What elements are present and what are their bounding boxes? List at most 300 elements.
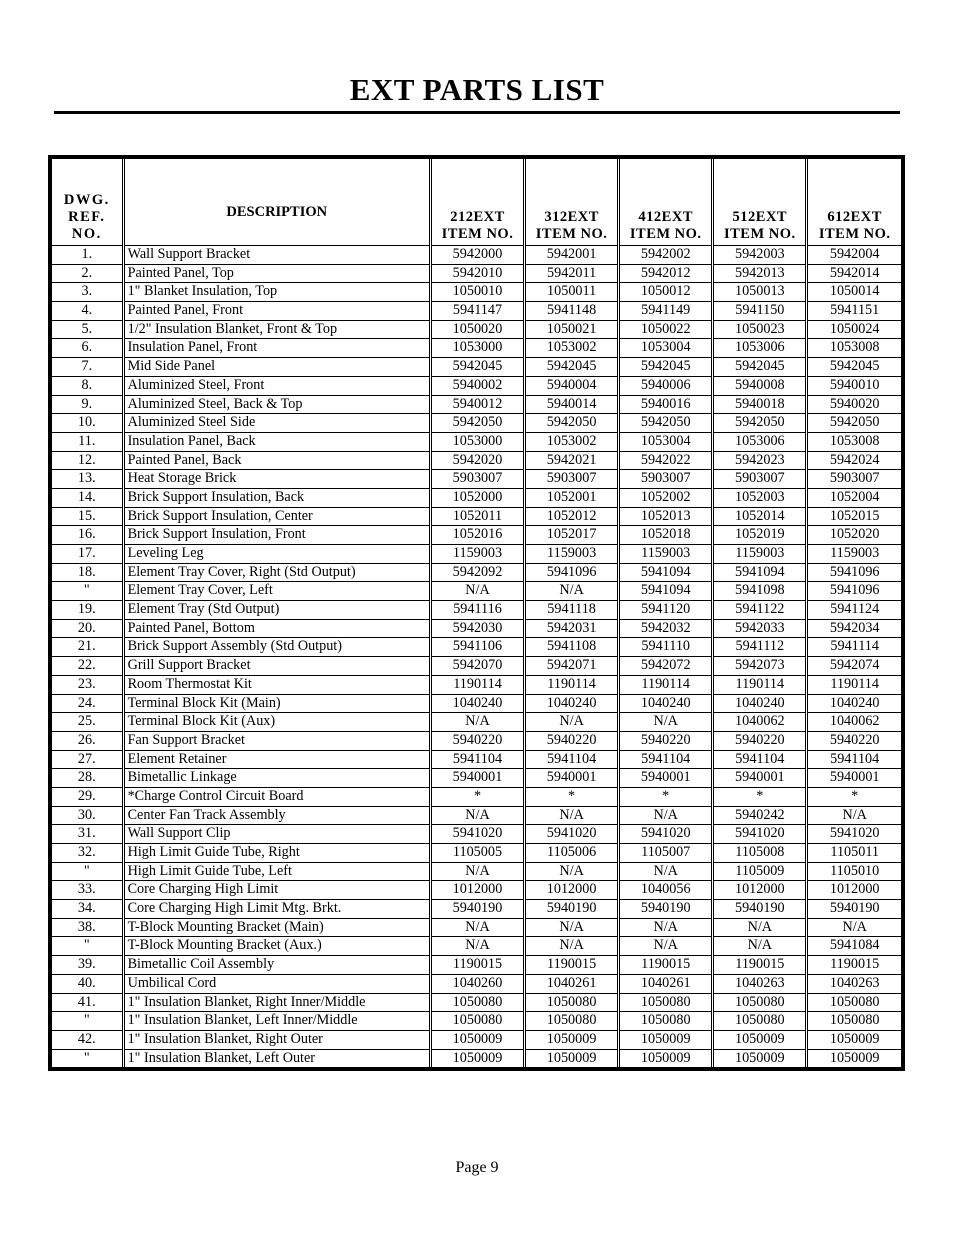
item-number-cell: 5941096 (525, 563, 619, 582)
item-number-cell: 5903007 (430, 470, 524, 489)
item-number-cell: 1040056 (619, 881, 713, 900)
item-number-cell: 5941150 (713, 302, 807, 321)
item-number-cell: 5942021 (525, 451, 619, 470)
ref-number-cell: " (52, 1012, 123, 1031)
item-number-cell: 1050080 (807, 993, 901, 1012)
ref-number-cell: 13. (52, 470, 123, 489)
header-model-label: 612EXT (827, 209, 882, 225)
description-cell: Center Fan Track Assembly (123, 806, 430, 825)
item-number-cell: 1052011 (430, 507, 524, 526)
item-number-cell: 1190015 (525, 956, 619, 975)
description-cell: Aluminized Steel Side (123, 414, 430, 433)
item-number-cell: 5941112 (713, 638, 807, 657)
item-number-cell: 5940001 (525, 769, 619, 788)
description-cell: Terminal Block Kit (Aux) (123, 713, 430, 732)
item-number-cell: 1053000 (430, 432, 524, 451)
item-number-cell: 1050010 (430, 283, 524, 302)
ref-number-cell: 20. (52, 619, 123, 638)
item-number-cell: 1040240 (619, 694, 713, 713)
description-cell: Element Retainer (123, 750, 430, 769)
item-number-cell: 5941020 (713, 825, 807, 844)
item-number-cell: 1050009 (430, 1030, 524, 1049)
item-number-cell: 1105011 (807, 844, 901, 863)
item-number-cell: * (430, 787, 524, 806)
table-row (52, 320, 901, 339)
ref-number-cell: 3. (52, 283, 123, 302)
item-number-cell: * (619, 787, 713, 806)
item-number-cell: 5941104 (430, 750, 524, 769)
header-item-no-label: ITEM NO. (535, 226, 608, 242)
item-number-cell: 5941124 (807, 601, 901, 620)
table-row (52, 918, 901, 937)
item-number-cell: 1050009 (713, 1049, 807, 1067)
page-title: EXT PARTS LIST (349, 72, 605, 107)
table-row (52, 545, 901, 564)
description-cell: Grill Support Bracket (123, 657, 430, 676)
item-number-cell: 1190015 (430, 956, 524, 975)
description-cell: Brick Support Insulation, Center (123, 507, 430, 526)
item-number-cell: 5940004 (525, 376, 619, 395)
ref-number-cell: 15. (52, 507, 123, 526)
table-row (52, 283, 901, 302)
item-number-cell: 5942034 (807, 619, 901, 638)
header-model-label: 412EXT (638, 209, 693, 225)
description-cell: Terminal Block Kit (Main) (123, 694, 430, 713)
item-number-cell: 5941104 (807, 750, 901, 769)
item-number-cell: 1050080 (430, 993, 524, 1012)
ref-number-cell: 17. (52, 545, 123, 564)
item-number-cell: N/A (430, 918, 524, 937)
item-number-cell: 5941122 (713, 601, 807, 620)
item-number-cell: 1052014 (713, 507, 807, 526)
description-cell: Bimetallic Coil Assembly (123, 956, 430, 975)
table-row (52, 582, 901, 601)
item-number-cell: 5942045 (807, 358, 901, 377)
item-number-cell: 5940190 (807, 900, 901, 919)
table-header-row (52, 159, 901, 246)
item-number-cell: 5903007 (525, 470, 619, 489)
item-number-cell: 1050080 (525, 1012, 619, 1031)
ref-number-cell: 14. (52, 488, 123, 507)
item-number-cell: N/A (430, 806, 524, 825)
item-number-cell: 1053006 (713, 432, 807, 451)
description-cell: 1" Insulation Blanket, Left Outer (123, 1049, 430, 1067)
description-cell: Core Charging High Limit (123, 881, 430, 900)
ref-number-cell: 12. (52, 451, 123, 470)
description-cell: Brick Support Assembly (Std Output) (123, 638, 430, 657)
table-row (52, 601, 901, 620)
item-number-cell: 5940190 (430, 900, 524, 919)
parts-table-container (48, 155, 905, 1071)
item-number-cell: 5942071 (525, 657, 619, 676)
header-model-412ext (619, 159, 713, 246)
item-number-cell: 1012000 (713, 881, 807, 900)
item-number-cell: N/A (525, 806, 619, 825)
item-number-cell: 5940220 (807, 731, 901, 750)
ref-number-cell: 8. (52, 376, 123, 395)
item-number-cell: 5941151 (807, 302, 901, 321)
ref-number-cell: 23. (52, 675, 123, 694)
item-number-cell: 5942000 (430, 246, 524, 265)
item-number-cell: N/A (619, 918, 713, 937)
item-number-cell: N/A (430, 862, 524, 881)
item-number-cell: 5942011 (525, 264, 619, 283)
table-row (52, 675, 901, 694)
item-number-cell: 1012000 (807, 881, 901, 900)
header-model-312ext (525, 159, 619, 246)
item-number-cell: 1040240 (525, 694, 619, 713)
ref-number-cell: " (52, 1049, 123, 1067)
description-cell: Wall Support Bracket (123, 246, 430, 265)
description-cell: Aluminized Steel, Front (123, 376, 430, 395)
item-number-cell: 1050012 (619, 283, 713, 302)
item-number-cell: 5942002 (619, 246, 713, 265)
item-number-cell: N/A (525, 862, 619, 881)
table-row (52, 974, 901, 993)
item-number-cell: 1050080 (807, 1012, 901, 1031)
ref-number-cell: " (52, 582, 123, 601)
description-cell: Brick Support Insulation, Back (123, 488, 430, 507)
item-number-cell: 1053004 (619, 339, 713, 358)
table-row (52, 432, 901, 451)
description-cell: Painted Panel, Top (123, 264, 430, 283)
description-cell: 1" Insulation Blanket, Right Inner/Middle (123, 993, 430, 1012)
header-ref-line: DWG. (63, 192, 110, 208)
item-number-cell: 5941096 (807, 582, 901, 601)
item-number-cell: 5942072 (619, 657, 713, 676)
item-number-cell: 5942033 (713, 619, 807, 638)
item-number-cell: 5942024 (807, 451, 901, 470)
ref-number-cell: 21. (52, 638, 123, 657)
table-row (52, 769, 901, 788)
item-number-cell: 5941104 (619, 750, 713, 769)
item-number-cell: 1052002 (619, 488, 713, 507)
item-number-cell: 1052003 (713, 488, 807, 507)
table-row (52, 246, 901, 265)
header-item-no-label: ITEM NO. (818, 226, 891, 242)
description-cell: 1/2" Insulation Blanket, Front & Top (123, 320, 430, 339)
item-number-cell: 5940001 (430, 769, 524, 788)
item-number-cell: 1050009 (525, 1049, 619, 1067)
item-number-cell: 5940220 (430, 731, 524, 750)
item-number-cell: 1159003 (807, 545, 901, 564)
item-number-cell: 1105009 (713, 862, 807, 881)
item-number-cell: 5942092 (430, 563, 524, 582)
item-number-cell: 5941149 (619, 302, 713, 321)
item-number-cell: N/A (619, 862, 713, 881)
item-number-cell: 5940018 (713, 395, 807, 414)
item-number-cell: N/A (807, 918, 901, 937)
item-number-cell: N/A (525, 582, 619, 601)
item-number-cell: 1040261 (525, 974, 619, 993)
item-number-cell: 1050009 (807, 1030, 901, 1049)
item-number-cell: 5942014 (807, 264, 901, 283)
description-cell: Element Tray Cover, Right (Std Output) (123, 563, 430, 582)
item-number-cell: N/A (430, 582, 524, 601)
item-number-cell: 1050024 (807, 320, 901, 339)
item-number-cell: N/A (619, 937, 713, 956)
description-cell: Bimetallic Linkage (123, 769, 430, 788)
item-number-cell: 5940014 (525, 395, 619, 414)
ref-number-cell: 39. (52, 956, 123, 975)
item-number-cell: 5940190 (619, 900, 713, 919)
item-number-cell: N/A (713, 937, 807, 956)
item-number-cell: 5942013 (713, 264, 807, 283)
item-number-cell: 1052000 (430, 488, 524, 507)
ref-number-cell: 2. (52, 264, 123, 283)
item-number-cell: 1040263 (807, 974, 901, 993)
item-number-cell: 1050009 (619, 1049, 713, 1067)
item-number-cell: 5941096 (807, 563, 901, 582)
ref-number-cell: 34. (52, 900, 123, 919)
item-number-cell: 5941110 (619, 638, 713, 657)
description-cell: Painted Panel, Back (123, 451, 430, 470)
ref-number-cell: 30. (52, 806, 123, 825)
ref-number-cell: 11. (52, 432, 123, 451)
ref-number-cell: 32. (52, 844, 123, 863)
item-number-cell: 5903007 (619, 470, 713, 489)
item-number-cell: 5941094 (619, 582, 713, 601)
item-number-cell: 5940006 (619, 376, 713, 395)
item-number-cell: 5903007 (713, 470, 807, 489)
item-number-cell: 5942022 (619, 451, 713, 470)
title-underline (54, 111, 900, 114)
description-cell: Brick Support Insulation, Front (123, 526, 430, 545)
item-number-cell: 1190114 (619, 675, 713, 694)
description-cell: *Charge Control Circuit Board (123, 787, 430, 806)
item-number-cell: 5941147 (430, 302, 524, 321)
page-number: Page 9 (455, 1159, 499, 1176)
description-cell: Wall Support Clip (123, 825, 430, 844)
item-number-cell: N/A (807, 806, 901, 825)
table-row (52, 619, 901, 638)
item-number-cell: 5942050 (430, 414, 524, 433)
ref-number-cell: 40. (52, 974, 123, 993)
item-number-cell: 5942010 (430, 264, 524, 283)
ref-number-cell: 22. (52, 657, 123, 676)
item-number-cell: 1190114 (713, 675, 807, 694)
description-cell: Fan Support Bracket (123, 731, 430, 750)
table-row (52, 844, 901, 863)
item-number-cell: 5940220 (619, 731, 713, 750)
item-number-cell: 5940001 (807, 769, 901, 788)
item-number-cell: 1053002 (525, 432, 619, 451)
item-number-cell: 1053008 (807, 432, 901, 451)
item-number-cell: 1052017 (525, 526, 619, 545)
item-number-cell: 5941104 (525, 750, 619, 769)
table-row (52, 1049, 901, 1067)
header-description-label: DESCRIPTION (226, 203, 328, 220)
header-model-label: 312EXT (544, 209, 599, 225)
table-row (52, 862, 901, 881)
description-cell: High Limit Guide Tube, Right (123, 844, 430, 863)
item-number-cell: N/A (525, 918, 619, 937)
ref-number-cell: 1. (81, 246, 93, 263)
item-number-cell: 1190114 (807, 675, 901, 694)
item-number-cell: 5941116 (430, 601, 524, 620)
description-cell: Heat Storage Brick (123, 470, 430, 489)
table-row (52, 993, 901, 1012)
item-number-cell: 1050009 (430, 1049, 524, 1067)
item-number-cell: 5942030 (430, 619, 524, 638)
item-number-cell: 5941094 (713, 563, 807, 582)
table-row (52, 713, 901, 732)
table-row (52, 302, 901, 321)
description-cell: Core Charging High Limit Mtg. Brkt. (123, 900, 430, 919)
table-row (52, 414, 901, 433)
item-number-cell: 5940010 (807, 376, 901, 395)
table-row (52, 526, 901, 545)
item-number-cell: * (713, 787, 807, 806)
ref-number-cell: 9. (52, 395, 123, 414)
table-row (52, 956, 901, 975)
item-number-cell: 5940002 (430, 376, 524, 395)
item-number-cell: 5942045 (430, 358, 524, 377)
item-number-cell: 1040263 (713, 974, 807, 993)
table-row (52, 937, 901, 956)
header-model-label: 212EXT (450, 209, 505, 225)
table-row (52, 1012, 901, 1031)
header-item-no-label: ITEM NO. (723, 226, 796, 242)
item-number-cell: 1050009 (713, 1030, 807, 1049)
item-number-cell: 1012000 (430, 881, 524, 900)
header-model-512ext (713, 159, 807, 246)
table-row (52, 881, 901, 900)
item-number-cell: 5942031 (525, 619, 619, 638)
item-number-cell: 5941106 (430, 638, 524, 657)
item-number-cell: 1190015 (713, 956, 807, 975)
item-number-cell: 1105010 (807, 862, 901, 881)
ref-number-cell: 31. (52, 825, 123, 844)
table-row (52, 657, 901, 676)
ref-number-cell: 26. (52, 731, 123, 750)
ref-number-cell: 27. (52, 750, 123, 769)
header-item-no-label: ITEM NO. (629, 226, 702, 242)
item-number-cell: 1053004 (619, 432, 713, 451)
ref-number-cell: 24. (52, 694, 123, 713)
table-row (52, 900, 901, 919)
item-number-cell: 1105008 (713, 844, 807, 863)
item-number-cell: * (525, 787, 619, 806)
header-model-212ext (430, 159, 524, 246)
ref-number-cell: 18. (52, 563, 123, 582)
item-number-cell: 1052012 (525, 507, 619, 526)
table-row (52, 825, 901, 844)
table-row (52, 358, 901, 377)
item-number-cell: 1050080 (713, 1012, 807, 1031)
item-number-cell: 1050020 (430, 320, 524, 339)
item-number-cell: 5941020 (619, 825, 713, 844)
item-number-cell: 5942045 (619, 358, 713, 377)
item-number-cell: 1052015 (807, 507, 901, 526)
item-number-cell: 1053006 (713, 339, 807, 358)
header-item-no-label: ITEM NO. (441, 226, 514, 242)
item-number-cell: 5942004 (807, 246, 901, 265)
item-number-cell: 5940242 (713, 806, 807, 825)
item-number-cell: 5941118 (525, 601, 619, 620)
item-number-cell: 5942050 (525, 414, 619, 433)
item-number-cell: 5942032 (619, 619, 713, 638)
ref-number-cell: 33. (52, 881, 123, 900)
item-number-cell: 1050080 (525, 993, 619, 1012)
ref-number-cell: 29. (52, 787, 123, 806)
parts-table-body (52, 246, 901, 1068)
item-number-cell: 1050009 (807, 1049, 901, 1067)
item-number-cell: 1040240 (713, 694, 807, 713)
item-number-cell: 1050009 (619, 1030, 713, 1049)
item-number-cell: * (807, 787, 901, 806)
ref-number-cell: 42. (52, 1030, 123, 1049)
item-number-cell: 1190015 (807, 956, 901, 975)
table-row (52, 451, 901, 470)
item-number-cell: 1040240 (430, 694, 524, 713)
header-dwg-ref-no (52, 159, 123, 246)
item-number-cell: 1050080 (619, 993, 713, 1012)
header-description (123, 159, 430, 246)
description-cell: Room Thermostat Kit (123, 675, 430, 694)
item-number-cell: N/A (619, 806, 713, 825)
item-number-cell: 5941084 (807, 937, 901, 956)
description-cell: Mid Side Panel (123, 358, 430, 377)
item-number-cell: 1190114 (525, 675, 619, 694)
table-row (52, 376, 901, 395)
item-number-cell: 5941020 (430, 825, 524, 844)
item-number-cell: 5941020 (525, 825, 619, 844)
item-number-cell: 1050022 (619, 320, 713, 339)
item-number-cell: N/A (713, 918, 807, 937)
item-number-cell: 1053002 (525, 339, 619, 358)
item-number-cell: 1040062 (713, 713, 807, 732)
table-row (52, 731, 901, 750)
item-number-cell: 5942023 (713, 451, 807, 470)
item-number-cell: 5941114 (807, 638, 901, 657)
table-row (52, 488, 901, 507)
item-number-cell: 1040261 (619, 974, 713, 993)
table-row (52, 638, 901, 657)
item-number-cell: 5941108 (525, 638, 619, 657)
item-number-cell: 1050011 (525, 283, 619, 302)
item-number-cell: 1050080 (430, 1012, 524, 1031)
description-cell: Leveling Leg (123, 545, 430, 564)
item-number-cell: 1050080 (713, 993, 807, 1012)
item-number-cell: 5940020 (807, 395, 901, 414)
ref-number-cell: 19. (52, 601, 123, 620)
item-number-cell: N/A (619, 713, 713, 732)
header-ref-line: NO. (71, 226, 102, 242)
item-number-cell: 1050009 (525, 1030, 619, 1049)
description-cell: T-Block Mounting Bracket (Aux.) (123, 937, 430, 956)
item-number-cell: 1105007 (619, 844, 713, 863)
item-number-cell: 1050014 (807, 283, 901, 302)
item-number-cell: 1159003 (525, 545, 619, 564)
item-number-cell: 1012000 (525, 881, 619, 900)
item-number-cell: 5940190 (713, 900, 807, 919)
item-number-cell: 5942050 (807, 414, 901, 433)
item-number-cell: 5942020 (430, 451, 524, 470)
item-number-cell: 1053000 (430, 339, 524, 358)
table-row (52, 806, 901, 825)
item-number-cell: 5940190 (525, 900, 619, 919)
item-number-cell: 1040260 (430, 974, 524, 993)
header-model-label: 512EXT (732, 209, 788, 225)
item-number-cell: 1050023 (713, 320, 807, 339)
table-row (52, 694, 901, 713)
item-number-cell: 5942050 (619, 414, 713, 433)
item-number-cell: 1190015 (619, 956, 713, 975)
item-number-cell: 5940008 (713, 376, 807, 395)
item-number-cell: 1052016 (430, 526, 524, 545)
item-number-cell: 1052001 (525, 488, 619, 507)
